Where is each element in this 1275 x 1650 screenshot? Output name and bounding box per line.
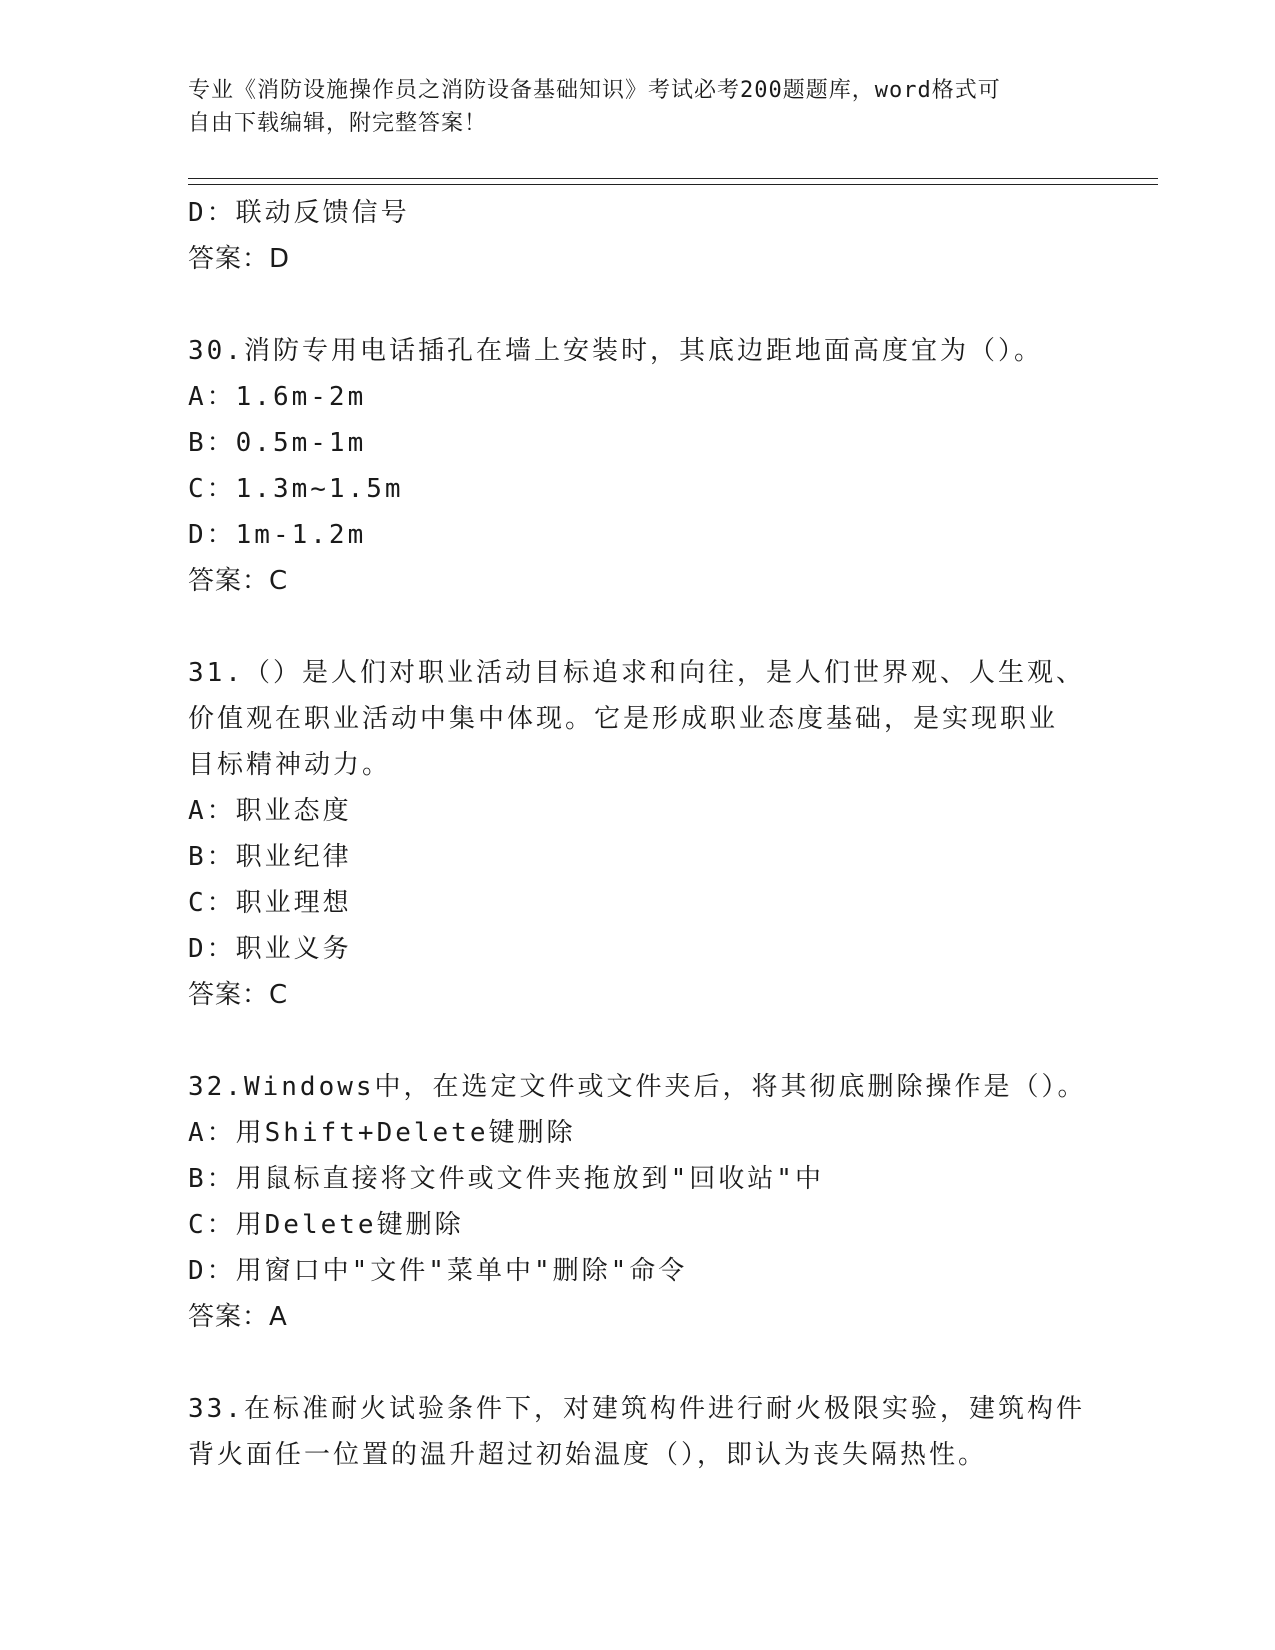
- option-a: A：用Shift+Delete键删除: [188, 1118, 576, 1148]
- option-d: D：用窗口中"文件"菜单中"删除"命令: [188, 1256, 688, 1286]
- option-d: D：职业义务: [188, 934, 352, 964]
- question-30: [188, 328, 1088, 604]
- answer-line: 答案：A: [188, 1302, 288, 1332]
- question-text-line-2: 背火面任一位置的温升超过初始温度（），即认为丧失隔热性。: [188, 1440, 988, 1470]
- question-text: 30.消防专用电话插孔在墙上安装时，其底边距地面高度宜为（）。: [188, 336, 1043, 366]
- header-divider-top: [188, 178, 1158, 179]
- previous-question-tail: [188, 190, 1088, 282]
- question-text-line-1: 33.在标准耐火试验条件下，对建筑构件进行耐火极限实验，建筑构件: [188, 1394, 1085, 1424]
- question-text-line-3: 目标精神动力。: [188, 750, 392, 780]
- answer-line: 答案：D: [188, 244, 291, 274]
- option-c: C：职业理想: [188, 888, 352, 918]
- document-header: [188, 74, 1068, 140]
- question-list: [188, 190, 1088, 1478]
- answer-line: 答案：C: [188, 980, 289, 1010]
- header-title-line-1: 专业《消防设施操作员之消防设备基础知识》考试必考200题题库，word格式可: [188, 78, 1001, 103]
- option-c: C：用Delete键删除: [188, 1210, 464, 1240]
- question-text: 32.Windows中，在选定文件或文件夹后，将其彻底删除操作是（）。: [188, 1072, 1087, 1102]
- answer-line: 答案：C: [188, 566, 289, 596]
- question-text-line-2: 价值观在职业活动中集中体现。它是形成职业态度基础，是实现职业: [188, 704, 1059, 734]
- question-33: [188, 1386, 1088, 1478]
- question-text-line-1: 31.（）是人们对职业活动目标追求和向往，是人们世界观、人生观、: [188, 658, 1085, 688]
- option-b: B：用鼠标直接将文件或文件夹拖放到"回收站"中: [188, 1164, 824, 1194]
- option-a: A：1.6m-2m: [188, 382, 367, 412]
- question-31: [188, 650, 1088, 1018]
- option-c: C：1.3m~1.5m: [188, 474, 404, 504]
- question-32: [188, 1064, 1088, 1340]
- option-b: B：0.5m-1m: [188, 428, 367, 458]
- option-a: A：职业态度: [188, 796, 352, 826]
- option-d: D：联动反馈信号: [188, 198, 410, 228]
- option-b: B：职业纪律: [188, 842, 352, 872]
- header-divider-bottom: [188, 184, 1158, 185]
- option-d: D：1m-1.2m: [188, 520, 367, 550]
- header-title-line-2: 自由下载编辑，附完整答案！: [188, 111, 488, 136]
